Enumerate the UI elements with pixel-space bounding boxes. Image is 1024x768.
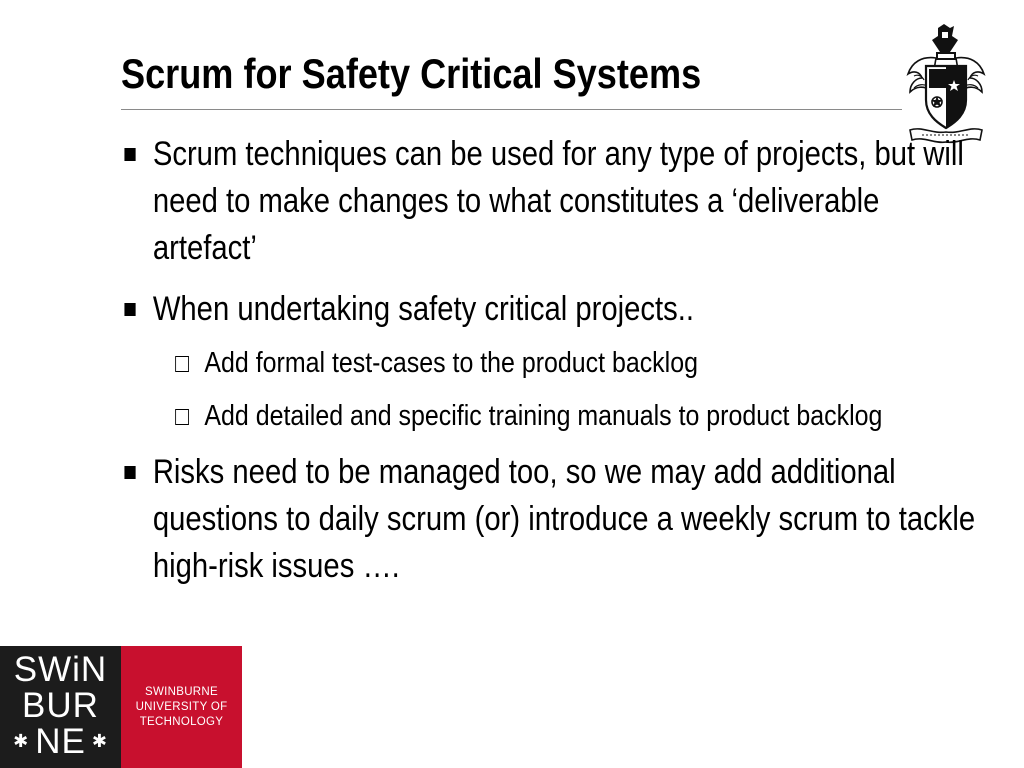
bullet-item [121, 449, 987, 590]
hollow-square-bullet-icon [175, 409, 189, 425]
coat-of-arms-icon [902, 22, 988, 148]
logo-name-line: SWINBURNE [145, 685, 218, 698]
logo-wordmark-line-3 [0, 724, 121, 762]
sub-bullet-text: Add formal test-cases to the product backlog [204, 347, 698, 379]
logo-wordmark-line: SWiN [13, 650, 108, 689]
logo-wordmark [0, 646, 121, 768]
title-divider [121, 109, 902, 110]
filled-square-bullet-icon [124, 466, 135, 479]
bullet-text: Scrum techniques can be used for any type of projects, but will need to make changes to what constitutes a ‘deliverable artefact’ [152, 135, 964, 267]
university-logo [0, 646, 242, 768]
slide-title: Scrum for Safety Critical Systems [121, 50, 702, 97]
logo-name-line: TECHNOLOGY [139, 715, 224, 728]
bullet-item [121, 131, 987, 272]
filled-square-bullet-icon [124, 148, 135, 161]
bullet-text: When undertaking safety critical projects.. [152, 290, 695, 328]
logo-wordmark-text: NE [35, 722, 86, 761]
bullet-item [121, 286, 987, 333]
bullet-text: Risks need to be managed too, so we may add additional questions to daily scrum (or) introduce a weekly scrum to tackle high-risk issues …. [152, 453, 976, 585]
star-icon: ✱ [91, 730, 108, 751]
filled-square-bullet-icon [124, 303, 135, 316]
sub-bullet-item [175, 343, 909, 384]
logo-name-line: UNIVERSITY OF [135, 700, 228, 713]
logo-wordmark-line: BUR [22, 686, 99, 725]
sub-bullet-text: Add detailed and specific training manuals to product backlog [204, 400, 883, 432]
sub-bullet-list [121, 343, 981, 437]
sub-bullet-item [175, 396, 909, 437]
star-icon: ✱ [13, 730, 30, 751]
slide-content [121, 131, 981, 604]
hollow-square-bullet-icon [175, 356, 189, 372]
logo-university-name [121, 646, 242, 768]
